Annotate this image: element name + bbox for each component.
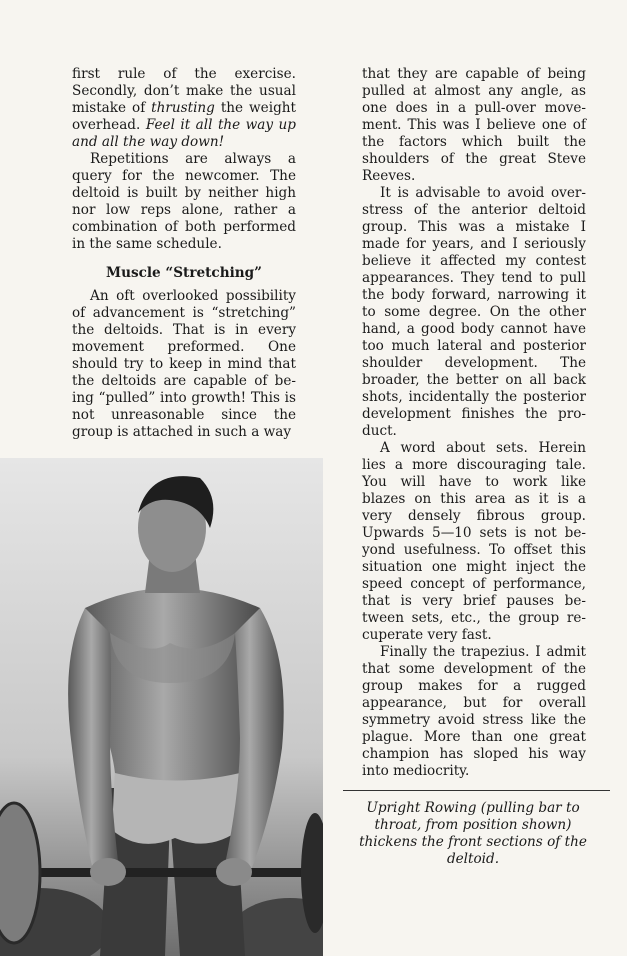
paragraph-text: the weight overhead. bbox=[72, 100, 296, 133]
right-text-column bbox=[362, 66, 586, 780]
paragraph: Repetitions are always a query for the newcomer. The deltoid is built by neither high nor low reps alone, rather a combination of both performed in the same schedule. bbox=[72, 151, 296, 252]
photo-caption: Upright Rowing (pulling bar to throat, from position shown) thickens the front sections of the deltoid. bbox=[359, 800, 587, 867]
paragraph: A word about sets. Herein lies a more discouraging tale. You will have to work like blazes on this area as it is a very densely fibrous group. Upwards 5—10 sets is not beyond usefulness. To offset this situation one might inject the speed concept of performance, that is very brief pauses between sets, etc., the group recuperate very fast. bbox=[362, 440, 586, 643]
paragraph: It is advisable to avoid overstress of the anterior deltoid group. This was a mistake I made for years, and I seriously believe it affected my contest appearances. They tend to pull the body forward, narrowing it to some degree. On the other hand, a good body cannot have too much lateral and posterior shoulder development. The broader, the better on all back shots, incidentally the posterior development finishes the product. bbox=[362, 185, 586, 439]
bodybuilder-photo bbox=[0, 458, 323, 956]
bodybuilder-figure-illustration bbox=[0, 458, 323, 956]
paragraph: Finally the trapezius. I admit that some development of the group makes for a rugged appearance, but for overall symmetry avoid stress like the plague. More than one great champion has sloped his way into mediocrity. bbox=[362, 644, 586, 779]
caption-divider bbox=[343, 790, 610, 791]
left-text-column bbox=[72, 66, 296, 441]
paragraph-text: first rule of the exercise. Secondly, don’t make the usual mistake of bbox=[72, 66, 296, 116]
paragraph bbox=[72, 66, 296, 151]
section-subheading: Muscle “Stretching” bbox=[106, 265, 262, 281]
paragraph: An oft overlooked possibility of advancement is “stretching” the deltoids. That is in every movement preformed. One should try to keep in mind that the deltoids are capable of being “pulled” into growth! This is not unreasonable since the group is attached in such a way bbox=[72, 288, 296, 440]
emphasis-text: Feel it all the way up and all the way down! bbox=[72, 117, 297, 150]
emphasis-text: thrusting bbox=[151, 100, 215, 116]
paragraph: that they are capable of being pulled at almost any angle, as one does in a pull-over movement. This was I believe one of the factors which built the shoulders of the great Steve Reeves. bbox=[362, 66, 586, 184]
